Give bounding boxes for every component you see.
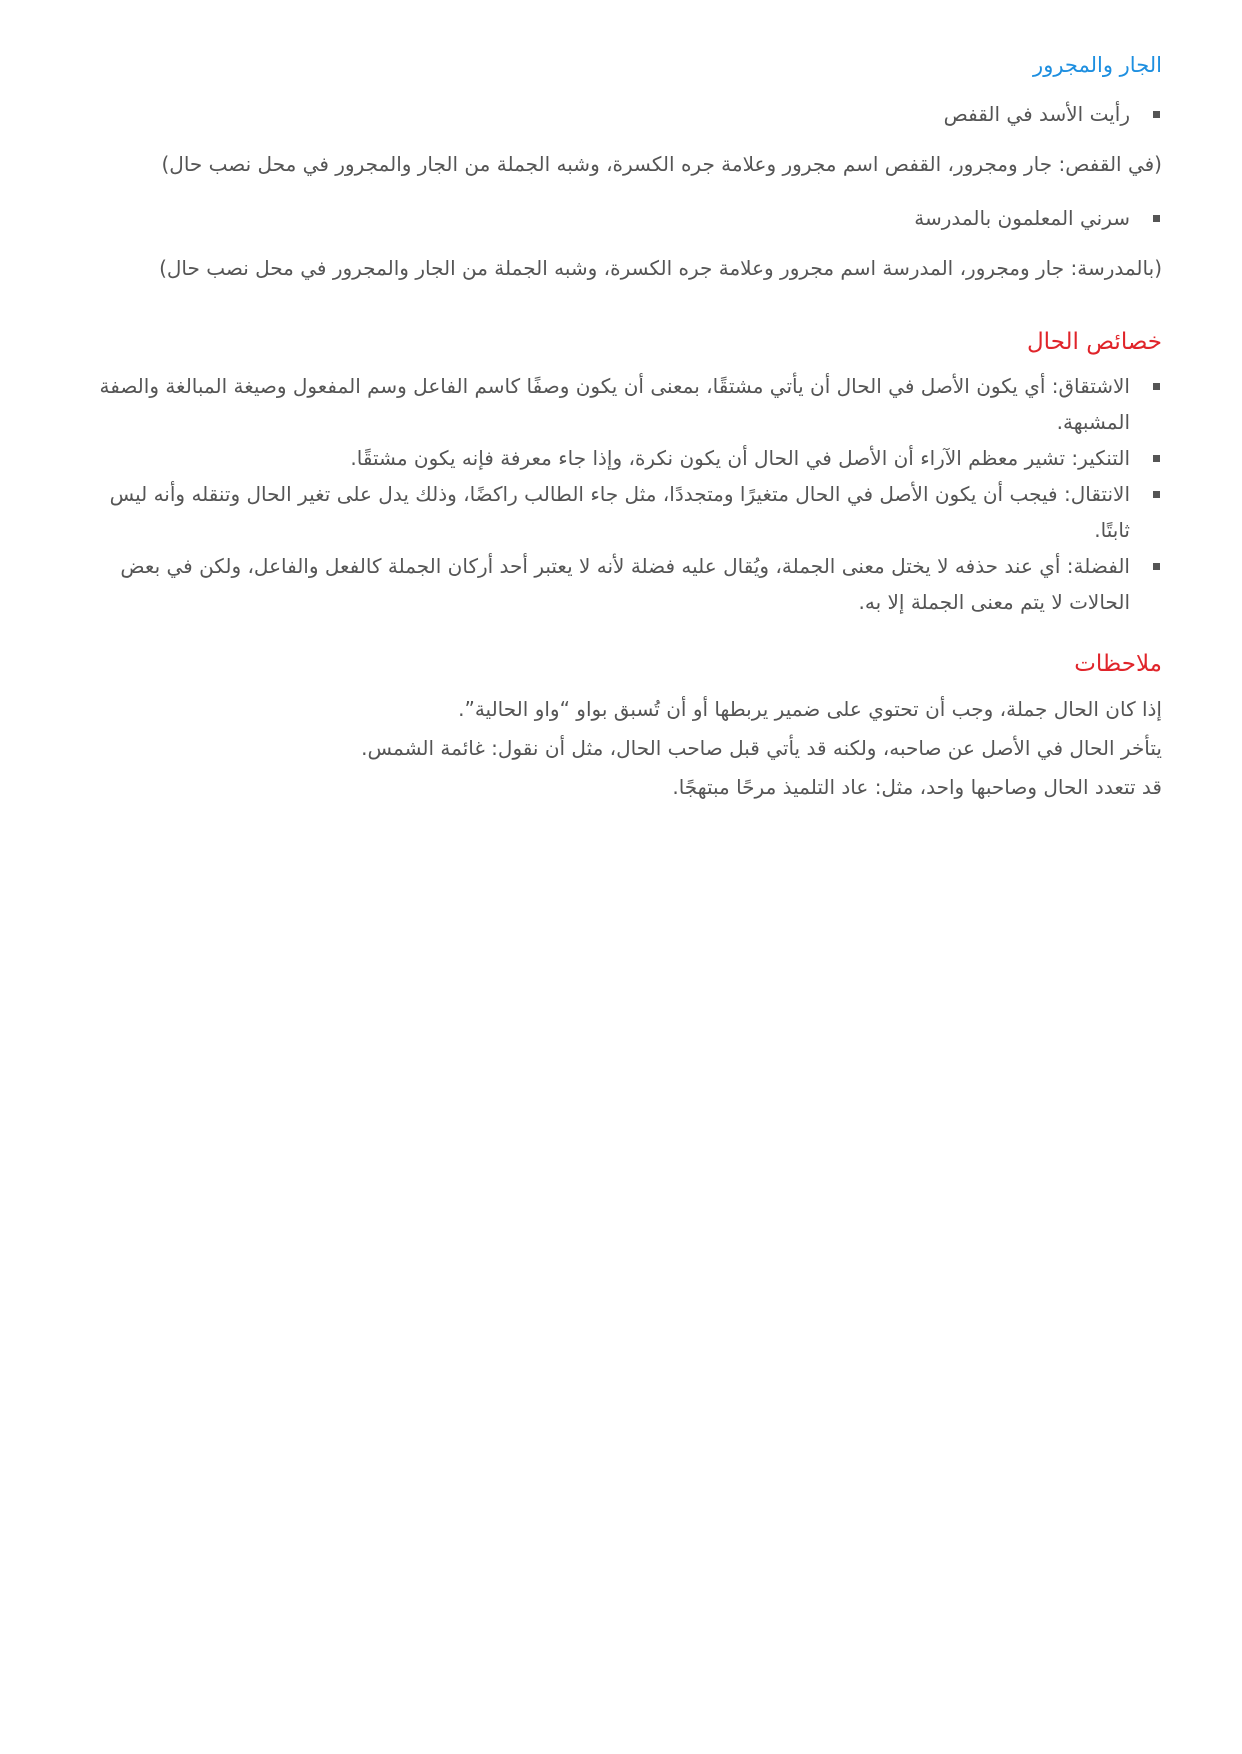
example-explanation: (في القفص: جار ومجرور، القفص اسم مجرور وعلامة جره الكسرة، وشبه الجملة من الجار والمجرور في محل نصب حال) <box>161 152 1162 176</box>
square-bullet-icon <box>1153 111 1160 118</box>
square-bullet-icon <box>1153 491 1160 498</box>
property-text: الاشتقاق: أي يكون الأصل في الحال أن يأتي مشتقًا، بمعنى أن يكون وصفًا كاسم الفاعل وسم المفعول وصيغة المبالغة والصفة المشبهة. <box>99 374 1130 434</box>
square-bullet-icon <box>1153 455 1160 462</box>
example-sentence: سرني المعلمون بالمدرسة <box>914 206 1130 230</box>
properties-list <box>80 368 1162 620</box>
list-item <box>80 440 1162 476</box>
property-text: التنكير: تشير معظم الآراء أن الأصل في الحال أن يكون نكرة، وإذا جاء معرفة فإنه يكون مشتقًا. <box>350 446 1130 470</box>
square-bullet-icon <box>1153 383 1160 390</box>
note-line: إذا كان الحال جملة، وجب أن تحتوي على ضمير يربطها أو أن تُسبق بواو “واو الحالية”. <box>458 697 1162 721</box>
section-heading-notes: ملاحظات <box>1074 651 1162 677</box>
list-item <box>80 368 1162 440</box>
square-bullet-icon <box>1153 563 1160 570</box>
jar-example-list-2 <box>80 200 1162 236</box>
property-text: الفضلة: أي عند حذفه لا يختل معنى الجملة، ويُقال عليه فضلة لأنه لا يعتبر أحد أركان الجملة كالفعل والفاعل، ولكن في بعض الحالات لا يتم معنى الجملة إلا به. <box>120 554 1130 614</box>
section-heading-jar: الجار والمجرور <box>1033 53 1162 77</box>
square-bullet-icon <box>1153 215 1160 222</box>
note-line: يتأخر الحال في الأصل عن صاحبه، ولكنه قد يأتي قبل صاحب الحال، مثل أن نقول: غائمة الشمس. <box>361 736 1162 760</box>
note-line: قد تتعدد الحال وصاحبها واحد، مثل: عاد التلميذ مرحًا مبتهجًا. <box>672 775 1162 799</box>
section-heading-properties: خصائص الحال <box>1026 329 1162 355</box>
list-item <box>80 96 1162 132</box>
example-explanation: (بالمدرسة: جار ومجرور، المدرسة اسم مجرور وعلامة جره الكسرة، وشبه الجملة من الجار والمجرور في محل نصب حال) <box>159 256 1162 280</box>
property-text: الانتقال: فيجب أن يكون الأصل في الحال متغيرًا ومتجددًا، مثل جاء الطالب راكضًا، وذلك يدل على تغير الحال وتنقله وأنه ليس ثابتًا. <box>109 482 1130 542</box>
list-item <box>80 476 1162 548</box>
document-page <box>80 50 1162 807</box>
example-sentence: رأيت الأسد في القفص <box>943 102 1130 126</box>
jar-example-list-1 <box>80 96 1162 132</box>
list-item <box>80 548 1162 620</box>
list-item <box>80 200 1162 236</box>
